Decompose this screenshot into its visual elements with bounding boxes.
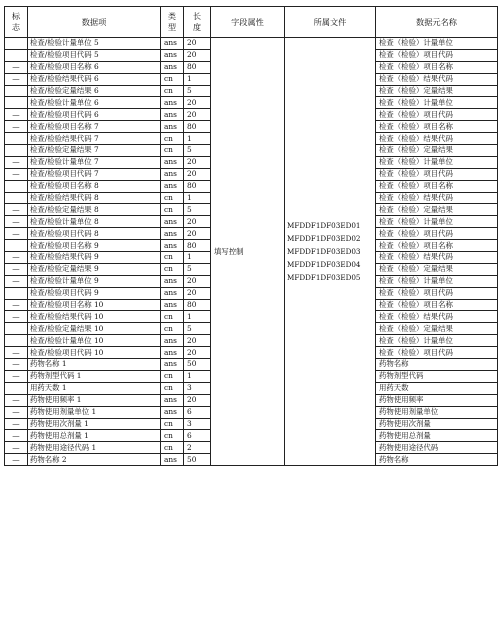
data-element-name-cell: 检查（检验）项目代码 xyxy=(376,228,498,240)
data-element-name-cell: 检查（检验）结果代码 xyxy=(376,73,498,85)
flag-cell: — xyxy=(5,252,28,264)
header-row xyxy=(5,7,498,38)
data-item-cell: 检查/检验项目名称 9 xyxy=(28,240,161,252)
data-item-cell: 检查/检验项目代码 8 xyxy=(28,228,161,240)
data-element-name-cell: 检查（检验）项目名称 xyxy=(376,121,498,133)
length-cell: 5 xyxy=(184,145,211,157)
flag-cell: — xyxy=(5,430,28,442)
length-cell: 80 xyxy=(184,299,211,311)
data-element-name-header: 数据元名称 xyxy=(376,7,498,38)
flag-cell: — xyxy=(5,275,28,287)
length-cell: 1 xyxy=(184,73,211,85)
length-cell: 20 xyxy=(184,49,211,61)
length-cell: 80 xyxy=(184,61,211,73)
data-item-cell: 检查/检验结果代码 6 xyxy=(28,73,161,85)
type-cell: ans xyxy=(161,168,184,180)
data-element-name-cell: 检查（检验）计量单位 xyxy=(376,335,498,347)
type-cell: ans xyxy=(161,454,184,466)
length-cell: 5 xyxy=(184,85,211,97)
type-cell: ans xyxy=(161,299,184,311)
data-element-name-cell: 检查（检验）定量结果 xyxy=(376,263,498,275)
data-element-name-cell: 药物剂型代码 xyxy=(376,370,498,382)
length-cell: 20 xyxy=(184,97,211,109)
data-item-cell: 检查/检验定量结果 6 xyxy=(28,85,161,97)
flag-cell xyxy=(5,240,28,252)
type-cell: ans xyxy=(161,406,184,418)
data-element-name-cell: 检查（检验）定量结果 xyxy=(376,85,498,97)
data-item-cell: 检查/检验计量单位 9 xyxy=(28,275,161,287)
length-cell: 20 xyxy=(184,228,211,240)
data-element-name-cell: 检查（检验）定量结果 xyxy=(376,145,498,157)
data-element-name-cell: 检查（检验）项目代码 xyxy=(376,49,498,61)
flag-cell xyxy=(5,382,28,394)
data-element-table xyxy=(4,6,498,466)
data-item-cell: 检查/检验项目代码 9 xyxy=(28,287,161,299)
flag-cell: — xyxy=(5,168,28,180)
data-element-name-cell: 药物使用途径代码 xyxy=(376,442,498,454)
flag-cell: — xyxy=(5,394,28,406)
data-item-cell: 药物使用频率 1 xyxy=(28,394,161,406)
data-item-cell: 检查/检验项目名称 10 xyxy=(28,299,161,311)
length-cell: 80 xyxy=(184,121,211,133)
type-cell: ans xyxy=(161,216,184,228)
flag-cell: — xyxy=(5,61,28,73)
data-item-cell: 检查/检验计量单位 8 xyxy=(28,216,161,228)
data-element-name-cell: 药物名称 xyxy=(376,359,498,371)
type-cell: cn xyxy=(161,263,184,275)
flag-cell xyxy=(5,180,28,192)
type-cell: ans xyxy=(161,61,184,73)
length-cell: 2 xyxy=(184,442,211,454)
data-item-cell: 药物剂型代码 1 xyxy=(28,370,161,382)
type-cell: ans xyxy=(161,109,184,121)
type-cell: cn xyxy=(161,311,184,323)
data-item-header: 数据项 xyxy=(28,7,161,38)
length-cell: 80 xyxy=(184,180,211,192)
flag-cell: — xyxy=(5,347,28,359)
data-item-cell: 检查/检验项目名称 7 xyxy=(28,121,161,133)
type-cell: cn xyxy=(161,442,184,454)
flag-cell: — xyxy=(5,311,28,323)
data-element-name-cell: 检查（检验）计量单位 xyxy=(376,216,498,228)
length-cell: 20 xyxy=(184,275,211,287)
length-cell: 20 xyxy=(184,216,211,228)
flag-cell: — xyxy=(5,228,28,240)
type-cell: cn xyxy=(161,252,184,264)
type-cell: ans xyxy=(161,97,184,109)
data-item-cell: 检查/检验项目名称 6 xyxy=(28,61,161,73)
type-cell: ans xyxy=(161,49,184,61)
data-item-cell: 检查/检验结果代码 7 xyxy=(28,133,161,145)
flag-cell xyxy=(5,49,28,61)
length-cell: 50 xyxy=(184,454,211,466)
data-item-cell: 药物名称 2 xyxy=(28,454,161,466)
data-element-name-cell: 检查（检验）计量单位 xyxy=(376,97,498,109)
file-code: MFDDF1DF03ED03 xyxy=(287,247,361,257)
type-cell: ans xyxy=(161,347,184,359)
data-element-name-cell: 检查（检验）项目代码 xyxy=(376,109,498,121)
data-element-name-cell: 检查（检验）结果代码 xyxy=(376,311,498,323)
data-element-name-cell: 检查（检验）计量单位 xyxy=(376,275,498,287)
flag-cell: — xyxy=(5,454,28,466)
data-item-cell: 检查/检验项目代码 5 xyxy=(28,49,161,61)
length-cell: 80 xyxy=(184,240,211,252)
type-cell: cn xyxy=(161,133,184,145)
type-cell: ans xyxy=(161,359,184,371)
type-cell: cn xyxy=(161,418,184,430)
flag-cell xyxy=(5,97,28,109)
flag-cell: — xyxy=(5,406,28,418)
type-cell: cn xyxy=(161,192,184,204)
data-element-name-cell: 检查（检验）项目名称 xyxy=(376,180,498,192)
length-cell: 20 xyxy=(184,156,211,168)
data-element-name-cell: 检查（检验）定量结果 xyxy=(376,323,498,335)
data-element-name-cell: 检查（检验）计量单位 xyxy=(376,38,498,50)
data-item-cell: 检查/检验结果代码 10 xyxy=(28,311,161,323)
data-element-name-cell: 检查（检验）结果代码 xyxy=(376,133,498,145)
flag-cell: — xyxy=(5,359,28,371)
type-cell: ans xyxy=(161,121,184,133)
type-header: 类 型 xyxy=(161,7,184,38)
type-cell: ans xyxy=(161,240,184,252)
data-item-cell: 检查/检验定量结果 8 xyxy=(28,204,161,216)
type-cell: cn xyxy=(161,370,184,382)
data-element-name-cell: 检查（检验）项目名称 xyxy=(376,61,498,73)
data-element-name-cell: 药物使用频率 xyxy=(376,394,498,406)
data-item-cell: 药物使用剂量单位 1 xyxy=(28,406,161,418)
data-item-cell: 检查/检验计量单位 5 xyxy=(28,38,161,50)
type-cell: ans xyxy=(161,394,184,406)
type-cell: ans xyxy=(161,275,184,287)
data-element-name-cell: 检查（检验）项目代码 xyxy=(376,168,498,180)
data-item-cell: 检查/检验项目代码 6 xyxy=(28,109,161,121)
length-cell: 1 xyxy=(184,370,211,382)
flag-cell xyxy=(5,85,28,97)
flag-cell: — xyxy=(5,73,28,85)
flag-cell: — xyxy=(5,442,28,454)
data-item-cell: 药物使用总剂量 1 xyxy=(28,430,161,442)
type-cell: ans xyxy=(161,228,184,240)
data-item-cell: 检查/检验结果代码 8 xyxy=(28,192,161,204)
length-cell: 1 xyxy=(184,252,211,264)
flag-cell xyxy=(5,323,28,335)
data-item-cell: 检查/检验计量单位 7 xyxy=(28,156,161,168)
data-item-cell: 药物使用途径代码 1 xyxy=(28,442,161,454)
type-cell: cn xyxy=(161,85,184,97)
type-cell: cn xyxy=(161,204,184,216)
length-cell: 20 xyxy=(184,335,211,347)
flag-cell: — xyxy=(5,109,28,121)
table-body xyxy=(5,38,498,466)
length-cell: 3 xyxy=(184,418,211,430)
length-header: 长 度 xyxy=(184,7,211,38)
length-cell: 3 xyxy=(184,382,211,394)
flag-cell xyxy=(5,133,28,145)
data-item-cell: 检查/检验定量结果 9 xyxy=(28,263,161,275)
length-cell: 5 xyxy=(184,323,211,335)
data-element-name-cell: 检查（检验）项目代码 xyxy=(376,287,498,299)
data-item-cell: 检查/检验项目名称 8 xyxy=(28,180,161,192)
type-cell: ans xyxy=(161,38,184,50)
data-element-name-cell: 检查（检验）项目名称 xyxy=(376,299,498,311)
data-element-name-cell: 检查（检验）项目代码 xyxy=(376,347,498,359)
data-element-name-cell: 用药天数 xyxy=(376,382,498,394)
flag-cell: — xyxy=(5,156,28,168)
length-cell: 20 xyxy=(184,287,211,299)
data-item-cell: 检查/检验结果代码 9 xyxy=(28,252,161,264)
data-item-cell: 药物使用次剂量 1 xyxy=(28,418,161,430)
flag-cell: — xyxy=(5,418,28,430)
data-item-cell: 检查/检验计量单位 6 xyxy=(28,97,161,109)
flag-cell: — xyxy=(5,216,28,228)
data-element-name-cell: 药物使用剂量单位 xyxy=(376,406,498,418)
table-row xyxy=(5,38,498,50)
type-cell: ans xyxy=(161,287,184,299)
field-attribute-header: 字段属性 xyxy=(211,7,285,38)
flag-cell: — xyxy=(5,370,28,382)
data-item-cell: 检查/检验项目代码 7 xyxy=(28,168,161,180)
type-cell: ans xyxy=(161,156,184,168)
type-cell: cn xyxy=(161,145,184,157)
length-cell: 5 xyxy=(184,204,211,216)
length-cell: 20 xyxy=(184,347,211,359)
length-cell: 20 xyxy=(184,394,211,406)
data-element-name-cell: 检查（检验）结果代码 xyxy=(376,192,498,204)
type-cell: cn xyxy=(161,382,184,394)
length-cell: 50 xyxy=(184,359,211,371)
length-cell: 20 xyxy=(184,168,211,180)
length-cell: 6 xyxy=(184,406,211,418)
file-code: MFDDF1DF03ED01 xyxy=(287,221,361,231)
data-element-name-cell: 药物名称 xyxy=(376,454,498,466)
data-item-cell: 检查/检验定量结果 7 xyxy=(28,145,161,157)
flag-cell xyxy=(5,145,28,157)
type-cell: cn xyxy=(161,73,184,85)
type-cell: ans xyxy=(161,335,184,347)
data-item-cell: 检查/检验计量单位 10 xyxy=(28,335,161,347)
length-cell: 1 xyxy=(184,311,211,323)
data-element-name-cell: 检查（检验）结果代码 xyxy=(376,252,498,264)
field-attribute-cell: 填写控制 xyxy=(211,38,285,466)
file-code: MFDDF1DF03ED05 xyxy=(287,273,361,283)
file-code: MFDDF1DF03ED04 xyxy=(287,260,361,270)
data-element-name-cell: 药物使用次剂量 xyxy=(376,418,498,430)
flag-cell xyxy=(5,287,28,299)
data-element-name-cell: 检查（检验）项目名称 xyxy=(376,240,498,252)
flag-cell xyxy=(5,38,28,50)
data-element-name-cell: 检查（检验）计量单位 xyxy=(376,156,498,168)
type-cell: cn xyxy=(161,323,184,335)
length-cell: 5 xyxy=(184,263,211,275)
length-cell: 20 xyxy=(184,38,211,50)
file-code: MFDDF1DF03ED02 xyxy=(287,234,361,244)
length-cell: 6 xyxy=(184,430,211,442)
length-cell: 1 xyxy=(184,133,211,145)
type-cell: ans xyxy=(161,180,184,192)
flag-cell xyxy=(5,335,28,347)
owning-file-header: 所属文件 xyxy=(285,7,376,38)
data-item-cell: 检查/检验定量结果 10 xyxy=(28,323,161,335)
flag-cell: — xyxy=(5,299,28,311)
flag-cell: — xyxy=(5,121,28,133)
flag-cell xyxy=(5,192,28,204)
flag-cell: — xyxy=(5,204,28,216)
data-item-cell: 用药天数 1 xyxy=(28,382,161,394)
type-cell: cn xyxy=(161,430,184,442)
owning-files-cell xyxy=(285,38,376,466)
data-item-cell: 检查/检验项目代码 10 xyxy=(28,347,161,359)
data-element-name-cell: 检查（检验）定量结果 xyxy=(376,204,498,216)
length-cell: 20 xyxy=(184,109,211,121)
flag-header: 标 志 xyxy=(5,7,28,38)
data-item-cell: 药物名称 1 xyxy=(28,359,161,371)
flag-cell: — xyxy=(5,263,28,275)
length-cell: 1 xyxy=(184,192,211,204)
data-element-name-cell: 药物使用总剂量 xyxy=(376,430,498,442)
